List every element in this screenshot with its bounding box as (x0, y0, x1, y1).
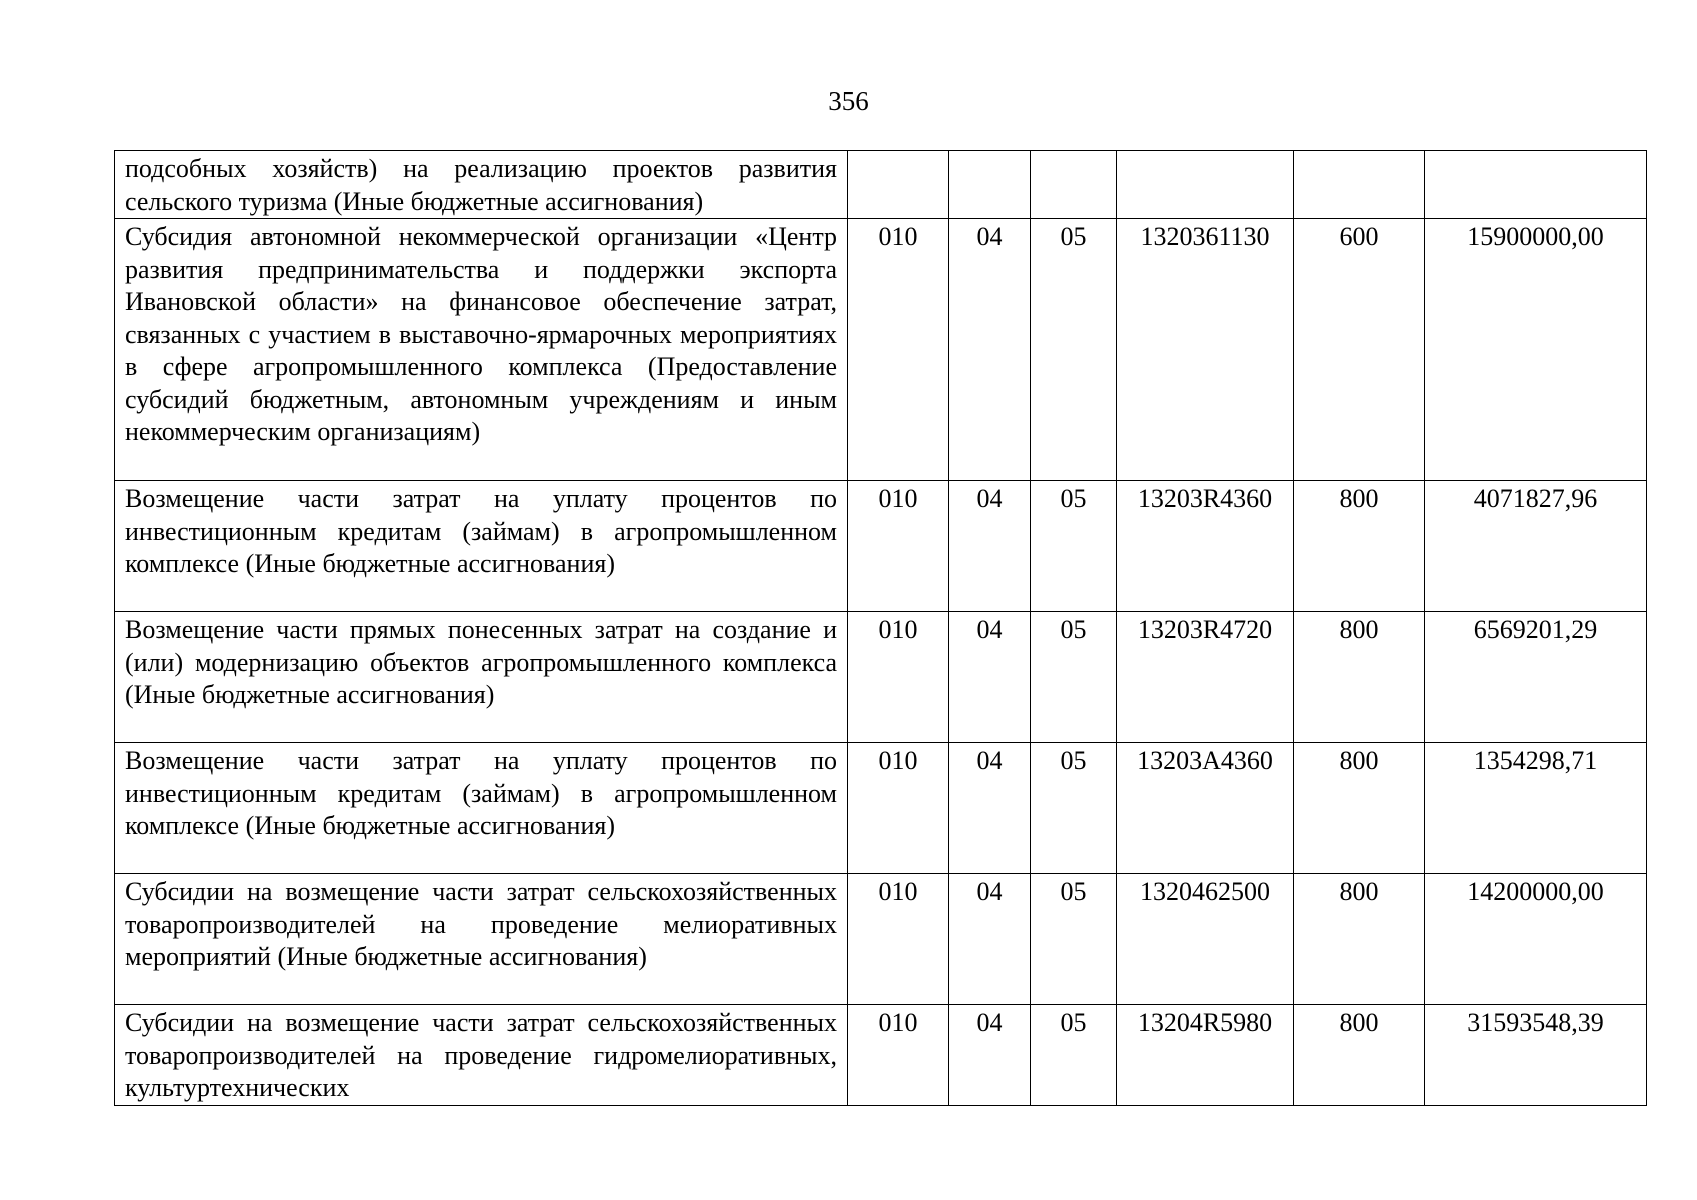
section-code: 04 (949, 874, 1031, 1005)
target-article-code: 1320462500 (1117, 874, 1294, 1005)
ministry-code: 010 (848, 612, 949, 743)
section-code: 04 (949, 219, 1031, 481)
budget-table (114, 150, 1647, 1106)
section-code (949, 151, 1031, 219)
ministry-code: 010 (848, 1005, 949, 1106)
amount-value: 1354298,71 (1425, 743, 1647, 874)
target-article-code: 13204R5980 (1117, 1005, 1294, 1106)
amount-value: 6569201,29 (1425, 612, 1647, 743)
budget-table-body (115, 151, 1647, 1106)
expense-type-code: 800 (1294, 874, 1425, 1005)
expense-type-code: 800 (1294, 481, 1425, 612)
table-row (115, 1005, 1647, 1106)
row-description: Возмещение части затрат на уплату процентов по инвестиционным кредитам (займам) в агропромышленном комплексе (Иные бюджетные ассигнования) (115, 743, 848, 874)
subsection-code: 05 (1031, 743, 1117, 874)
amount-value: 14200000,00 (1425, 874, 1647, 1005)
section-code: 04 (949, 481, 1031, 612)
section-code: 04 (949, 743, 1031, 874)
expense-type-code (1294, 151, 1425, 219)
target-article-code: 13203R4360 (1117, 481, 1294, 612)
target-article-code: 1320361130 (1117, 219, 1294, 481)
ministry-code: 010 (848, 481, 949, 612)
subsection-code: 05 (1031, 874, 1117, 1005)
ministry-code (848, 151, 949, 219)
table-row (115, 743, 1647, 874)
target-article-code: 13203R4720 (1117, 612, 1294, 743)
row-description: Субсидии на возмещение части затрат сельскохозяйственных товаропроизводителей на проведение мелиоративных мероприятий (Иные бюджетные ассигнования) (115, 874, 848, 1005)
row-description: подсобных хозяйств) на реализацию проектов развития сельского туризма (Иные бюджетные ассигнования) (115, 151, 848, 219)
target-article-code (1117, 151, 1294, 219)
expense-type-code: 800 (1294, 1005, 1425, 1106)
row-description: Возмещение части затрат на уплату процентов по инвестиционным кредитам (займам) в агропромышленном комплексе (Иные бюджетные ассигнования) (115, 481, 848, 612)
amount-value: 4071827,96 (1425, 481, 1647, 612)
ministry-code: 010 (848, 219, 949, 481)
page-number: 356 (828, 86, 869, 116)
expense-type-code: 800 (1294, 743, 1425, 874)
amount-value (1425, 151, 1647, 219)
row-description: Субсидии на возмещение части затрат сельскохозяйственных товаропроизводителей на проведение гидромелиоративных, культуртехнических (115, 1005, 848, 1106)
row-description: Субсидия автономной некоммерческой организации «Центр развития предпринимательства и поддержки экспорта Ивановской области» на финансовое обеспечение затрат, связанных с участием в выставочно-ярмарочных мероприятиях в сфере агропромышленного комплекса (Предоставление субсидий бюджетным, автономным учреждениям и иным некоммерческим организациям) (115, 219, 848, 481)
amount-value: 15900000,00 (1425, 219, 1647, 481)
row-description: Возмещение части прямых понесенных затрат на создание и (или) модернизацию объектов агропромышленного комплекса (Иные бюджетные ассигнования) (115, 612, 848, 743)
subsection-code (1031, 151, 1117, 219)
amount-value: 31593548,39 (1425, 1005, 1647, 1106)
subsection-code: 05 (1031, 481, 1117, 612)
ministry-code: 010 (848, 874, 949, 1005)
ministry-code: 010 (848, 743, 949, 874)
table-row (115, 612, 1647, 743)
subsection-code: 05 (1031, 612, 1117, 743)
target-article-code: 13203A4360 (1117, 743, 1294, 874)
expense-type-code: 800 (1294, 612, 1425, 743)
section-code: 04 (949, 612, 1031, 743)
table-row (115, 481, 1647, 612)
subsection-code: 05 (1031, 219, 1117, 481)
table-row (115, 219, 1647, 481)
section-code: 04 (949, 1005, 1031, 1106)
subsection-code: 05 (1031, 1005, 1117, 1106)
table-row (115, 874, 1647, 1005)
table-row (115, 151, 1647, 219)
expense-type-code: 600 (1294, 219, 1425, 481)
